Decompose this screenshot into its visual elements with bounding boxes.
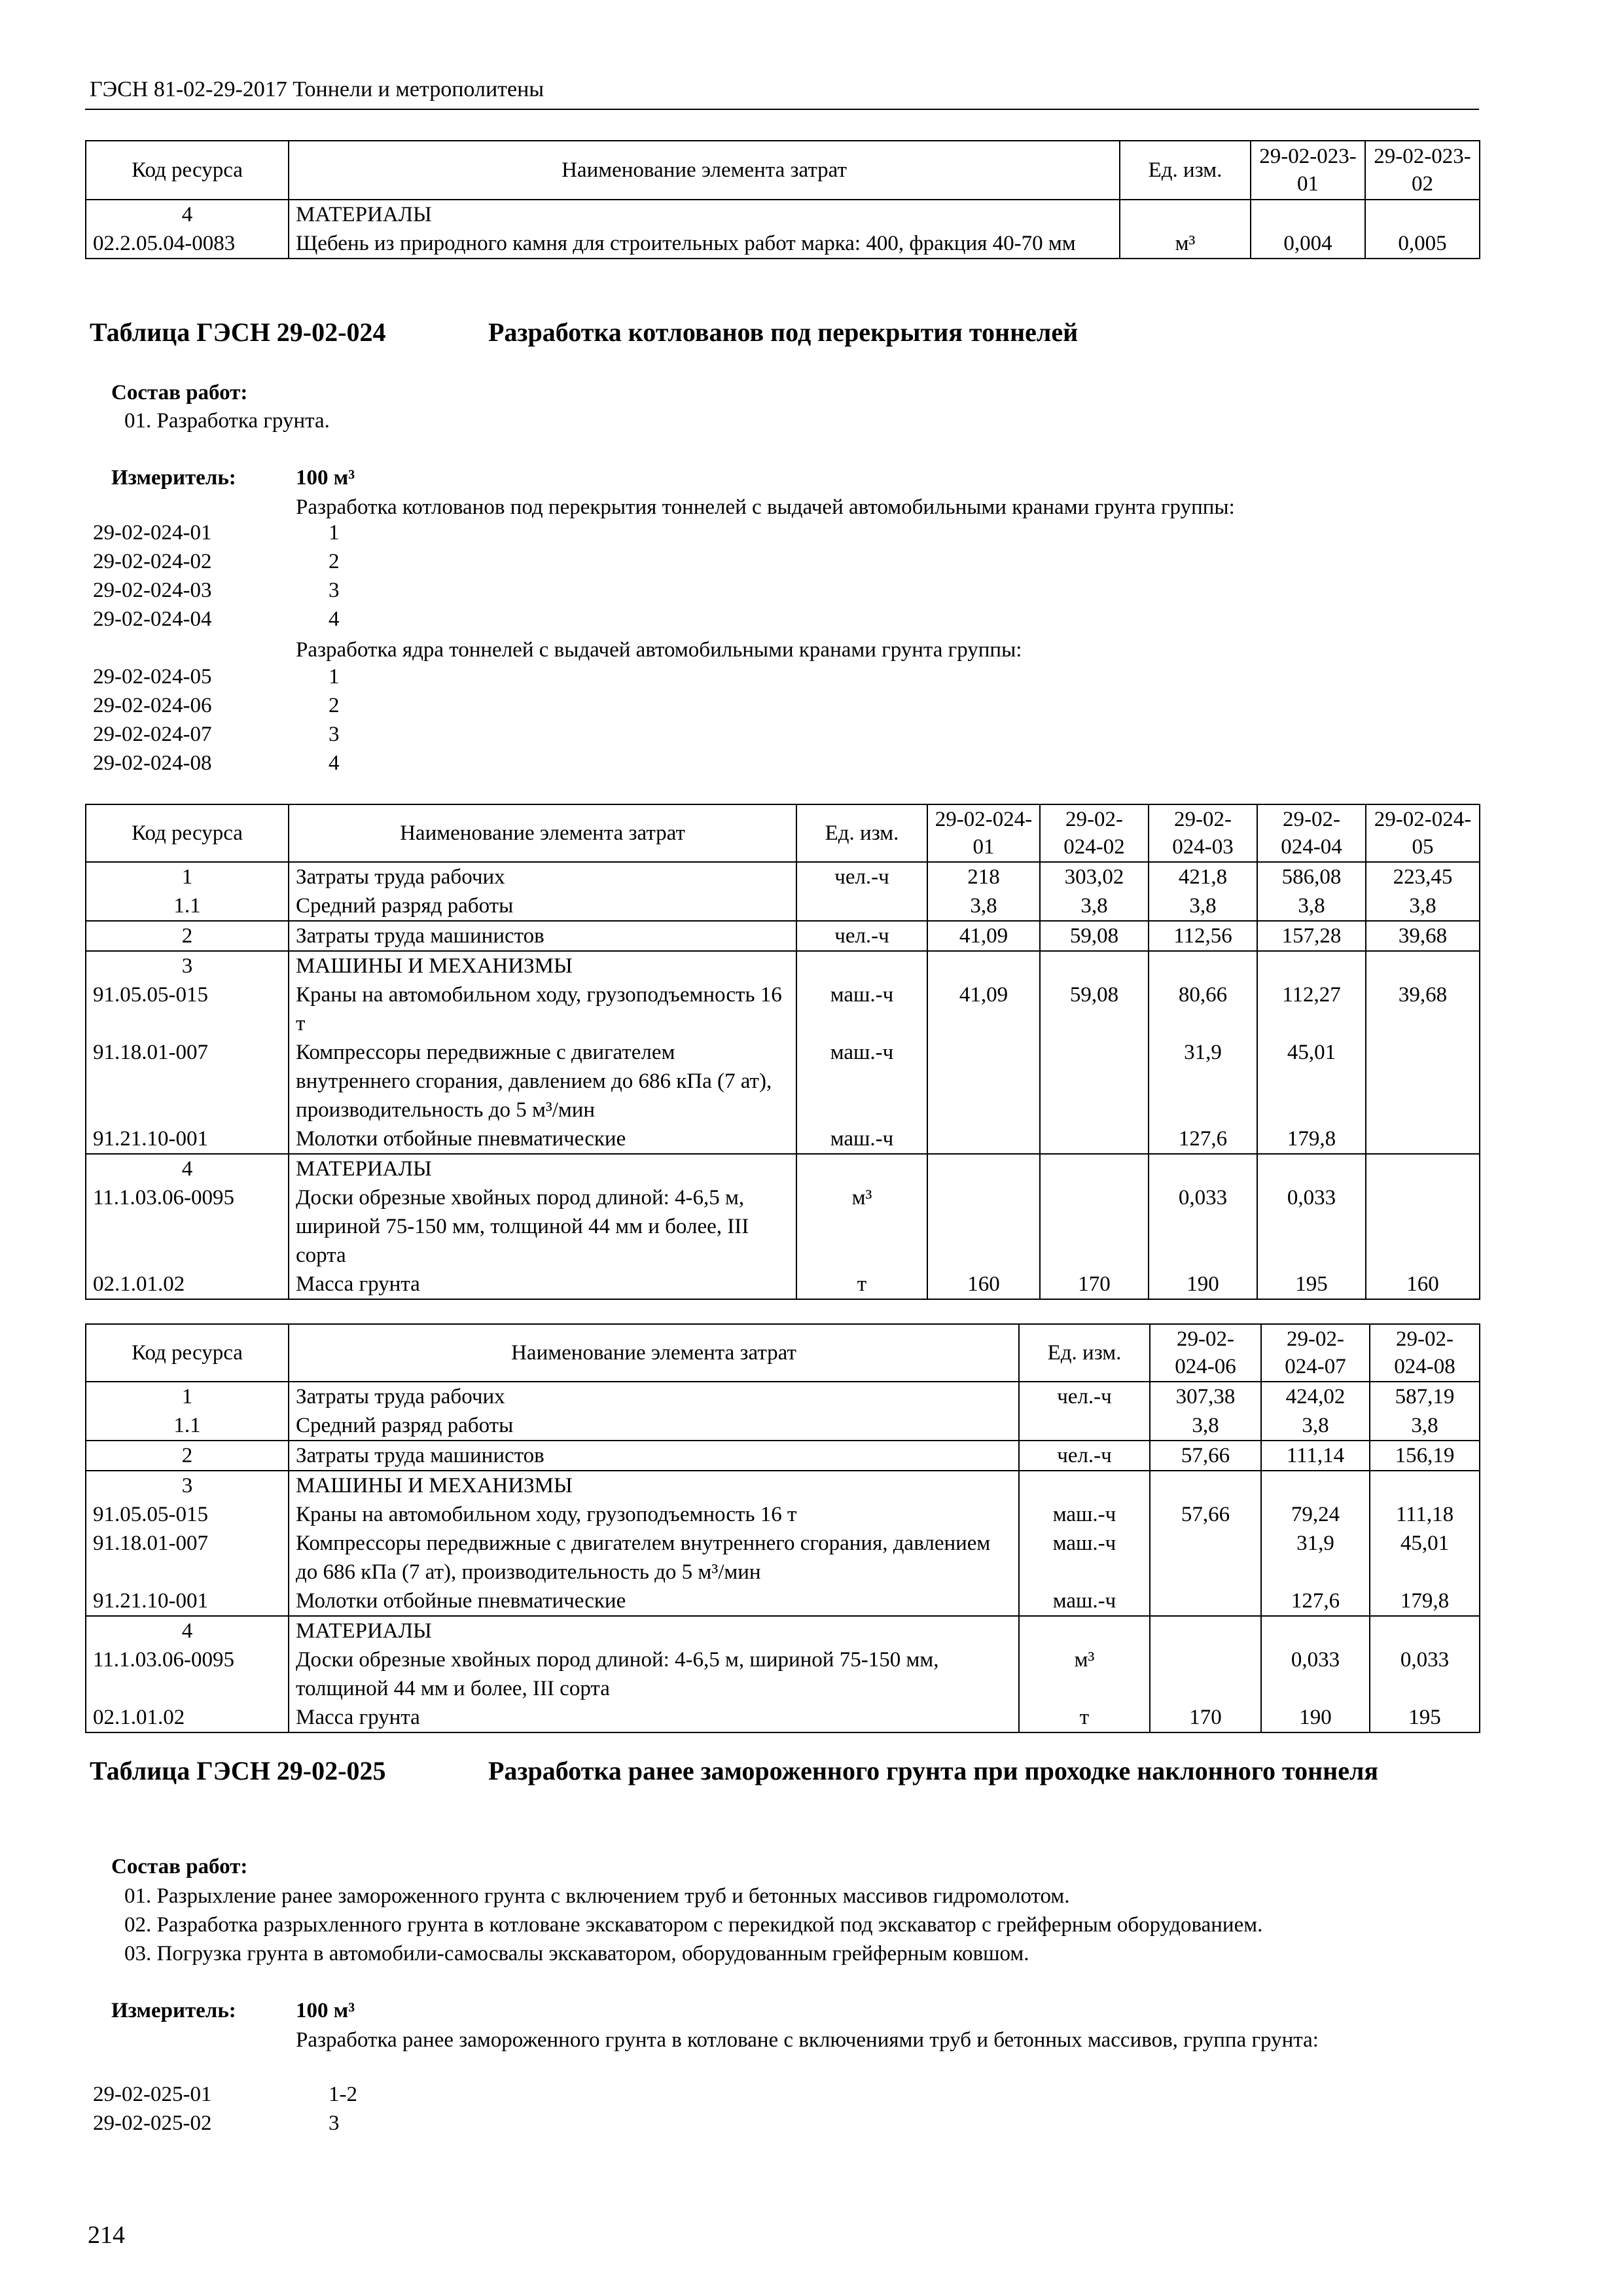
col-header-name: Наименование элемента затрат bbox=[289, 1324, 1019, 1382]
norm-value bbox=[1149, 1154, 1257, 1183]
table-row bbox=[86, 1154, 1480, 1183]
resource-unit bbox=[1019, 1616, 1150, 1645]
table-row bbox=[86, 200, 1480, 229]
resource-code: 1 bbox=[86, 1382, 289, 1411]
running-header: ГЭСН 81-02-29-2017 Тоннели и метрополитены bbox=[90, 77, 544, 101]
col-header-unit: Ед. изм. bbox=[1120, 141, 1251, 200]
resource-code: 1.1 bbox=[86, 891, 289, 921]
izmer-value: 100 м³ bbox=[296, 466, 355, 490]
izmer-label: Измеритель: bbox=[111, 1999, 236, 2022]
norm-value bbox=[1257, 951, 1366, 980]
table-row bbox=[86, 1382, 1480, 1411]
norm-value: 195 bbox=[1257, 1270, 1366, 1299]
resource-unit: чел.-ч bbox=[1019, 1382, 1150, 1411]
norm-value: 587,19 bbox=[1370, 1382, 1480, 1411]
norm-value bbox=[1366, 951, 1480, 980]
norm-value bbox=[1370, 1471, 1480, 1500]
resource-unit: т bbox=[796, 1270, 927, 1299]
group-title: Разработка ранее замороженного грунта в котловане с включениями труб и бетонных массивов, группа грунта: bbox=[296, 2028, 1319, 2052]
resource-unit: чел.-ч bbox=[1019, 1441, 1150, 1471]
col-header-norm: 29-02-024-08 bbox=[1370, 1324, 1480, 1382]
norm-value bbox=[1366, 1038, 1480, 1124]
resource-code: 02.2.05.04-0083 bbox=[86, 229, 289, 259]
norm-value: 45,01 bbox=[1257, 1038, 1366, 1124]
norm-code: 29-02-024-03 bbox=[93, 579, 212, 602]
resource-unit: чел.-ч bbox=[796, 862, 927, 891]
resource-unit: маш.-ч bbox=[796, 1124, 927, 1154]
resource-name: Масса грунта bbox=[289, 1270, 796, 1299]
norm-value bbox=[1149, 951, 1257, 980]
col-header-code: Код ресурса bbox=[86, 804, 289, 862]
col-header-norm: 29-02-024-04 bbox=[1257, 804, 1366, 862]
norm-value: 57,66 bbox=[1150, 1500, 1261, 1529]
resource-code: 2 bbox=[86, 1441, 289, 1471]
resource-unit: чел.-ч bbox=[796, 921, 927, 951]
table-row bbox=[86, 921, 1480, 951]
table-row bbox=[86, 951, 1480, 980]
norm-value bbox=[1150, 1529, 1261, 1587]
resource-name: Молотки отбойные пневматические bbox=[289, 1124, 796, 1154]
resource-unit: м³ bbox=[1019, 1645, 1150, 1703]
resource-name: МАТЕРИАЛЫ bbox=[289, 1154, 796, 1183]
resource-name: Средний разряд работы bbox=[289, 1411, 1019, 1441]
table-024-label: Таблица ГЭСН 29-02-024 bbox=[90, 317, 386, 347]
col-header-name: Наименование элемента затрат bbox=[289, 804, 796, 862]
norm-value: 156,19 bbox=[1370, 1441, 1480, 1471]
table-row bbox=[86, 862, 1480, 891]
sostav-label: Состав работ: bbox=[111, 381, 248, 404]
table-row bbox=[86, 1441, 1480, 1471]
table-row bbox=[86, 1270, 1480, 1299]
norm-value bbox=[1366, 1183, 1480, 1270]
resource-name: Средний разряд работы bbox=[289, 891, 796, 921]
resource-code: 1 bbox=[86, 862, 289, 891]
norm-value: 3,8 bbox=[1366, 891, 1480, 921]
izmer-label: Измеритель: bbox=[111, 466, 236, 490]
table-header-row bbox=[86, 141, 1480, 200]
resource-unit: т bbox=[1019, 1703, 1150, 1732]
col-header-norm: 29-02-024-05 bbox=[1366, 804, 1480, 862]
norm-code: 29-02-025-01 bbox=[93, 2083, 212, 2106]
resource-unit: м³ bbox=[1120, 229, 1251, 259]
norm-value: 170 bbox=[1150, 1703, 1261, 1732]
norm-value: 3,8 bbox=[1149, 891, 1257, 921]
sostav-item: 02. Разработка разрыхленного грунта в котловане экскаватором с перекидкой под экскаватор с грейферным оборудованием. bbox=[124, 1913, 1263, 1937]
resource-unit bbox=[796, 1154, 927, 1183]
col-header-norm: 29-02-024-03 bbox=[1149, 804, 1257, 862]
norm-value: 421,8 bbox=[1149, 862, 1257, 891]
table-024-title: Разработка котлованов под перекрытия тоннелей bbox=[488, 317, 1079, 347]
norm-value bbox=[1261, 1616, 1370, 1645]
resource-unit: маш.-ч bbox=[1019, 1529, 1150, 1587]
norm-value: 3,8 bbox=[1261, 1411, 1370, 1441]
norm-value: 41,09 bbox=[927, 921, 1040, 951]
norm-value: 0,005 bbox=[1365, 229, 1480, 259]
table-row bbox=[86, 1124, 1480, 1154]
resource-unit: маш.-ч bbox=[796, 980, 927, 1038]
norm-value: 59,08 bbox=[1040, 980, 1149, 1038]
resource-code: 91.05.05-015 bbox=[86, 1500, 289, 1529]
resource-name: Затраты труда машинистов bbox=[289, 921, 796, 951]
norm-value bbox=[1365, 200, 1480, 229]
norm-code: 29-02-024-01 bbox=[93, 521, 212, 545]
resource-name: Масса грунта bbox=[289, 1703, 1019, 1732]
norm-value bbox=[1150, 1616, 1261, 1645]
resource-name: Компрессоры передвижные с двигателем внутреннего сгорания, давлением до 686 кПа (7 ат), производительность до 5 м³/мин bbox=[289, 1529, 1019, 1587]
norm-value: 111,18 bbox=[1370, 1500, 1480, 1529]
table-row bbox=[86, 1645, 1480, 1703]
resource-unit: маш.-ч bbox=[1019, 1500, 1150, 1529]
resource-code: 91.18.01-007 bbox=[86, 1038, 289, 1124]
norm-value: 160 bbox=[927, 1270, 1040, 1299]
norm-value bbox=[1366, 1154, 1480, 1183]
resource-unit bbox=[796, 951, 927, 980]
resource-code: 91.05.05-015 bbox=[86, 980, 289, 1038]
soil-group: 3 bbox=[329, 723, 340, 746]
col-header-norm: 29-02-023-02 bbox=[1365, 141, 1480, 200]
norm-value: 0,033 bbox=[1370, 1645, 1480, 1703]
col-header-unit: Ед. изм. bbox=[796, 804, 927, 862]
resource-name: МАТЕРИАЛЫ bbox=[289, 1616, 1019, 1645]
col-header-norm: 29-02-023-01 bbox=[1251, 141, 1365, 200]
resource-unit: маш.-ч bbox=[796, 1038, 927, 1124]
soil-group: 2 bbox=[329, 550, 340, 573]
norm-value: 39,68 bbox=[1366, 921, 1480, 951]
norm-value: 179,8 bbox=[1370, 1587, 1480, 1616]
resource-unit: м³ bbox=[796, 1183, 927, 1270]
resource-code: 11.1.03.06-0095 bbox=[86, 1645, 289, 1703]
resource-unit bbox=[1019, 1411, 1150, 1441]
norm-code: 29-02-024-07 bbox=[93, 723, 212, 746]
norm-value: 79,24 bbox=[1261, 1500, 1370, 1529]
soil-group: 4 bbox=[329, 751, 340, 775]
norm-value bbox=[1370, 1616, 1480, 1645]
norm-code: 29-02-024-04 bbox=[93, 607, 212, 631]
norm-value: 179,8 bbox=[1257, 1124, 1366, 1154]
col-header-code: Код ресурса bbox=[86, 141, 289, 200]
norm-value: 39,68 bbox=[1366, 980, 1480, 1038]
norm-value: 223,45 bbox=[1366, 862, 1480, 891]
resource-name: Краны на автомобильном ходу, грузоподъемность 16 т bbox=[289, 1500, 1019, 1529]
resource-name: Щебень из природного камня для строительных работ марка: 400, фракция 40-70 мм bbox=[289, 229, 1120, 259]
norm-value: 0,033 bbox=[1149, 1183, 1257, 1270]
resource-code: 3 bbox=[86, 1471, 289, 1500]
resource-name: Затраты труда рабочих bbox=[289, 862, 796, 891]
izmer-value: 100 м³ bbox=[296, 1999, 355, 2022]
resource-unit bbox=[1019, 1471, 1150, 1500]
table-024-columns-06-08 bbox=[85, 1323, 1480, 1733]
soil-group: 3 bbox=[329, 2111, 340, 2135]
norm-value: 586,08 bbox=[1257, 862, 1366, 891]
resource-code: 2 bbox=[86, 921, 289, 951]
header-rule bbox=[85, 109, 1479, 110]
resource-name: Доски обрезные хвойных пород длиной: 4-6,5 м, шириной 75-150 мм, толщиной 44 мм и более, III сорта bbox=[289, 1183, 796, 1270]
norm-value bbox=[1366, 1124, 1480, 1154]
table-row bbox=[86, 1529, 1480, 1587]
norm-value bbox=[1040, 1183, 1149, 1270]
norm-value bbox=[1040, 1124, 1149, 1154]
table-row bbox=[86, 229, 1480, 259]
norm-value bbox=[927, 951, 1040, 980]
norm-value: 303,02 bbox=[1040, 862, 1149, 891]
table-row bbox=[86, 1703, 1480, 1732]
norm-value bbox=[1040, 1038, 1149, 1124]
table-header-row bbox=[86, 1324, 1480, 1382]
table-row bbox=[86, 1587, 1480, 1616]
norm-value bbox=[1040, 951, 1149, 980]
norm-value: 127,6 bbox=[1261, 1587, 1370, 1616]
norm-value: 45,01 bbox=[1370, 1529, 1480, 1587]
norm-value: 157,28 bbox=[1257, 921, 1366, 951]
norm-value: 307,38 bbox=[1150, 1382, 1261, 1411]
resource-name: МАШИНЫ И МЕХАНИЗМЫ bbox=[289, 951, 796, 980]
norm-value: 111,14 bbox=[1261, 1441, 1370, 1471]
table-024-columns-01-05 bbox=[85, 804, 1480, 1300]
sostav-item: 01. Разработка грунта. bbox=[124, 409, 330, 433]
norm-value: 3,8 bbox=[1150, 1411, 1261, 1441]
norm-value: 127,6 bbox=[1149, 1124, 1257, 1154]
norm-value bbox=[1150, 1645, 1261, 1703]
resource-code: 4 bbox=[86, 200, 289, 229]
norm-value: 0,033 bbox=[1261, 1645, 1370, 1703]
resource-name: МАШИНЫ И МЕХАНИЗМЫ bbox=[289, 1471, 1019, 1500]
resource-name: Доски обрезные хвойных пород длиной: 4-6,5 м, шириной 75-150 мм, толщиной 44 мм и более, III сорта bbox=[289, 1645, 1019, 1703]
col-header-norm: 29-02-024-07 bbox=[1261, 1324, 1370, 1382]
norm-value: 0,004 bbox=[1251, 229, 1365, 259]
soil-group: 1-2 bbox=[329, 2083, 357, 2106]
soil-group: 3 bbox=[329, 579, 340, 602]
norm-code: 29-02-025-02 bbox=[93, 2111, 212, 2135]
table-row bbox=[86, 891, 1480, 921]
norm-code: 29-02-024-02 bbox=[93, 550, 212, 573]
norm-value: 0,033 bbox=[1257, 1183, 1366, 1270]
sostav-item: 03. Погрузка грунта в автомобили-самосвалы экскаватором, оборудованным грейферным ковшом. bbox=[124, 1942, 1029, 1965]
col-header-unit: Ед. изм. bbox=[1019, 1324, 1150, 1382]
resource-code: 91.21.10-001 bbox=[86, 1124, 289, 1154]
resource-code: 11.1.03.06-0095 bbox=[86, 1183, 289, 1270]
soil-group: 2 bbox=[329, 694, 340, 717]
table-row bbox=[86, 980, 1480, 1038]
resource-code: 91.18.01-007 bbox=[86, 1529, 289, 1587]
table-025-label: Таблица ГЭСН 29-02-025 bbox=[90, 1756, 386, 1785]
resource-name: Затраты труда машинистов bbox=[289, 1441, 1019, 1471]
soil-group: 4 bbox=[329, 607, 340, 631]
norm-value: 195 bbox=[1370, 1703, 1480, 1732]
resource-unit bbox=[796, 891, 927, 921]
table-023-continuation bbox=[85, 140, 1480, 259]
norm-value: 3,8 bbox=[1370, 1411, 1480, 1441]
norm-value bbox=[1150, 1471, 1261, 1500]
norm-value bbox=[927, 1183, 1040, 1270]
col-header-norm: 29-02-024-06 bbox=[1150, 1324, 1261, 1382]
col-header-norm: 29-02-024-02 bbox=[1040, 804, 1149, 862]
norm-value: 31,9 bbox=[1261, 1529, 1370, 1587]
soil-group: 1 bbox=[329, 665, 340, 689]
norm-value: 190 bbox=[1261, 1703, 1370, 1732]
group-title: Разработка котлованов под перекрытия тоннелей с выдачей автомобильными кранами грунта группы: bbox=[296, 495, 1235, 519]
norm-value: 218 bbox=[927, 862, 1040, 891]
norm-value: 59,08 bbox=[1040, 921, 1149, 951]
norm-value bbox=[1040, 1154, 1149, 1183]
norm-value bbox=[927, 1124, 1040, 1154]
sostav-item: 01. Разрыхление ранее замороженного грунта с включением труб и бетонных массивов гидромолотом. bbox=[124, 1884, 1070, 1908]
col-header-name: Наименование элемента затрат bbox=[289, 141, 1120, 200]
resource-unit bbox=[1120, 200, 1251, 229]
table-row bbox=[86, 1471, 1480, 1500]
group-title: Разработка ядра тоннелей с выдачей автомобильными кранами грунта группы: bbox=[296, 638, 1022, 662]
norm-value bbox=[1257, 1154, 1366, 1183]
resource-name: Молотки отбойные пневматические bbox=[289, 1587, 1019, 1616]
norm-value: 31,9 bbox=[1149, 1038, 1257, 1124]
norm-value: 160 bbox=[1366, 1270, 1480, 1299]
norm-value bbox=[1261, 1471, 1370, 1500]
resource-unit: маш.-ч bbox=[1019, 1587, 1150, 1616]
table-row bbox=[86, 1616, 1480, 1645]
resource-name: Краны на автомобильном ходу, грузоподъемность 16 т bbox=[289, 980, 796, 1038]
resource-name: Компрессоры передвижные с двигателем внутреннего сгорания, давлением до 686 кПа (7 ат), производительность до 5 м³/мин bbox=[289, 1038, 796, 1124]
table-row bbox=[86, 1500, 1480, 1529]
table-row bbox=[86, 1411, 1480, 1441]
page-number: 214 bbox=[88, 2221, 125, 2249]
table-025-title: Разработка ранее замороженного грунта при проходке наклонного тоннеля bbox=[488, 1756, 1379, 1785]
norm-value: 170 bbox=[1040, 1270, 1149, 1299]
resource-code: 4 bbox=[86, 1616, 289, 1645]
norm-value bbox=[1251, 200, 1365, 229]
resource-code: 1.1 bbox=[86, 1411, 289, 1441]
table-row bbox=[86, 1183, 1480, 1270]
norm-value bbox=[927, 1038, 1040, 1124]
norm-value bbox=[927, 1154, 1040, 1183]
norm-value: 112,56 bbox=[1149, 921, 1257, 951]
norm-value: 3,8 bbox=[1257, 891, 1366, 921]
norm-value bbox=[1150, 1587, 1261, 1616]
resource-name: Затраты труда рабочих bbox=[289, 1382, 1019, 1411]
norm-code: 29-02-024-06 bbox=[93, 694, 212, 717]
norm-value: 3,8 bbox=[927, 891, 1040, 921]
norm-value: 41,09 bbox=[927, 980, 1040, 1038]
resource-code: 91.21.10-001 bbox=[86, 1587, 289, 1616]
col-header-code: Код ресурса bbox=[86, 1324, 289, 1382]
norm-code: 29-02-024-05 bbox=[93, 665, 212, 689]
norm-value: 190 bbox=[1149, 1270, 1257, 1299]
table-header-row bbox=[86, 804, 1480, 862]
resource-code: 3 bbox=[86, 951, 289, 980]
resource-code: 4 bbox=[86, 1154, 289, 1183]
col-header-norm: 29-02-024-01 bbox=[927, 804, 1040, 862]
resource-code: 02.1.01.02 bbox=[86, 1270, 289, 1299]
norm-value: 112,27 bbox=[1257, 980, 1366, 1038]
table-row bbox=[86, 1038, 1480, 1124]
resource-name: МАТЕРИАЛЫ bbox=[289, 200, 1120, 229]
norm-value: 57,66 bbox=[1150, 1441, 1261, 1471]
norm-value: 424,02 bbox=[1261, 1382, 1370, 1411]
norm-code: 29-02-024-08 bbox=[93, 751, 212, 775]
norm-value: 3,8 bbox=[1040, 891, 1149, 921]
soil-group: 1 bbox=[329, 521, 340, 545]
resource-code: 02.1.01.02 bbox=[86, 1703, 289, 1732]
norm-value: 80,66 bbox=[1149, 980, 1257, 1038]
sostav-label: Состав работ: bbox=[111, 1855, 248, 1878]
